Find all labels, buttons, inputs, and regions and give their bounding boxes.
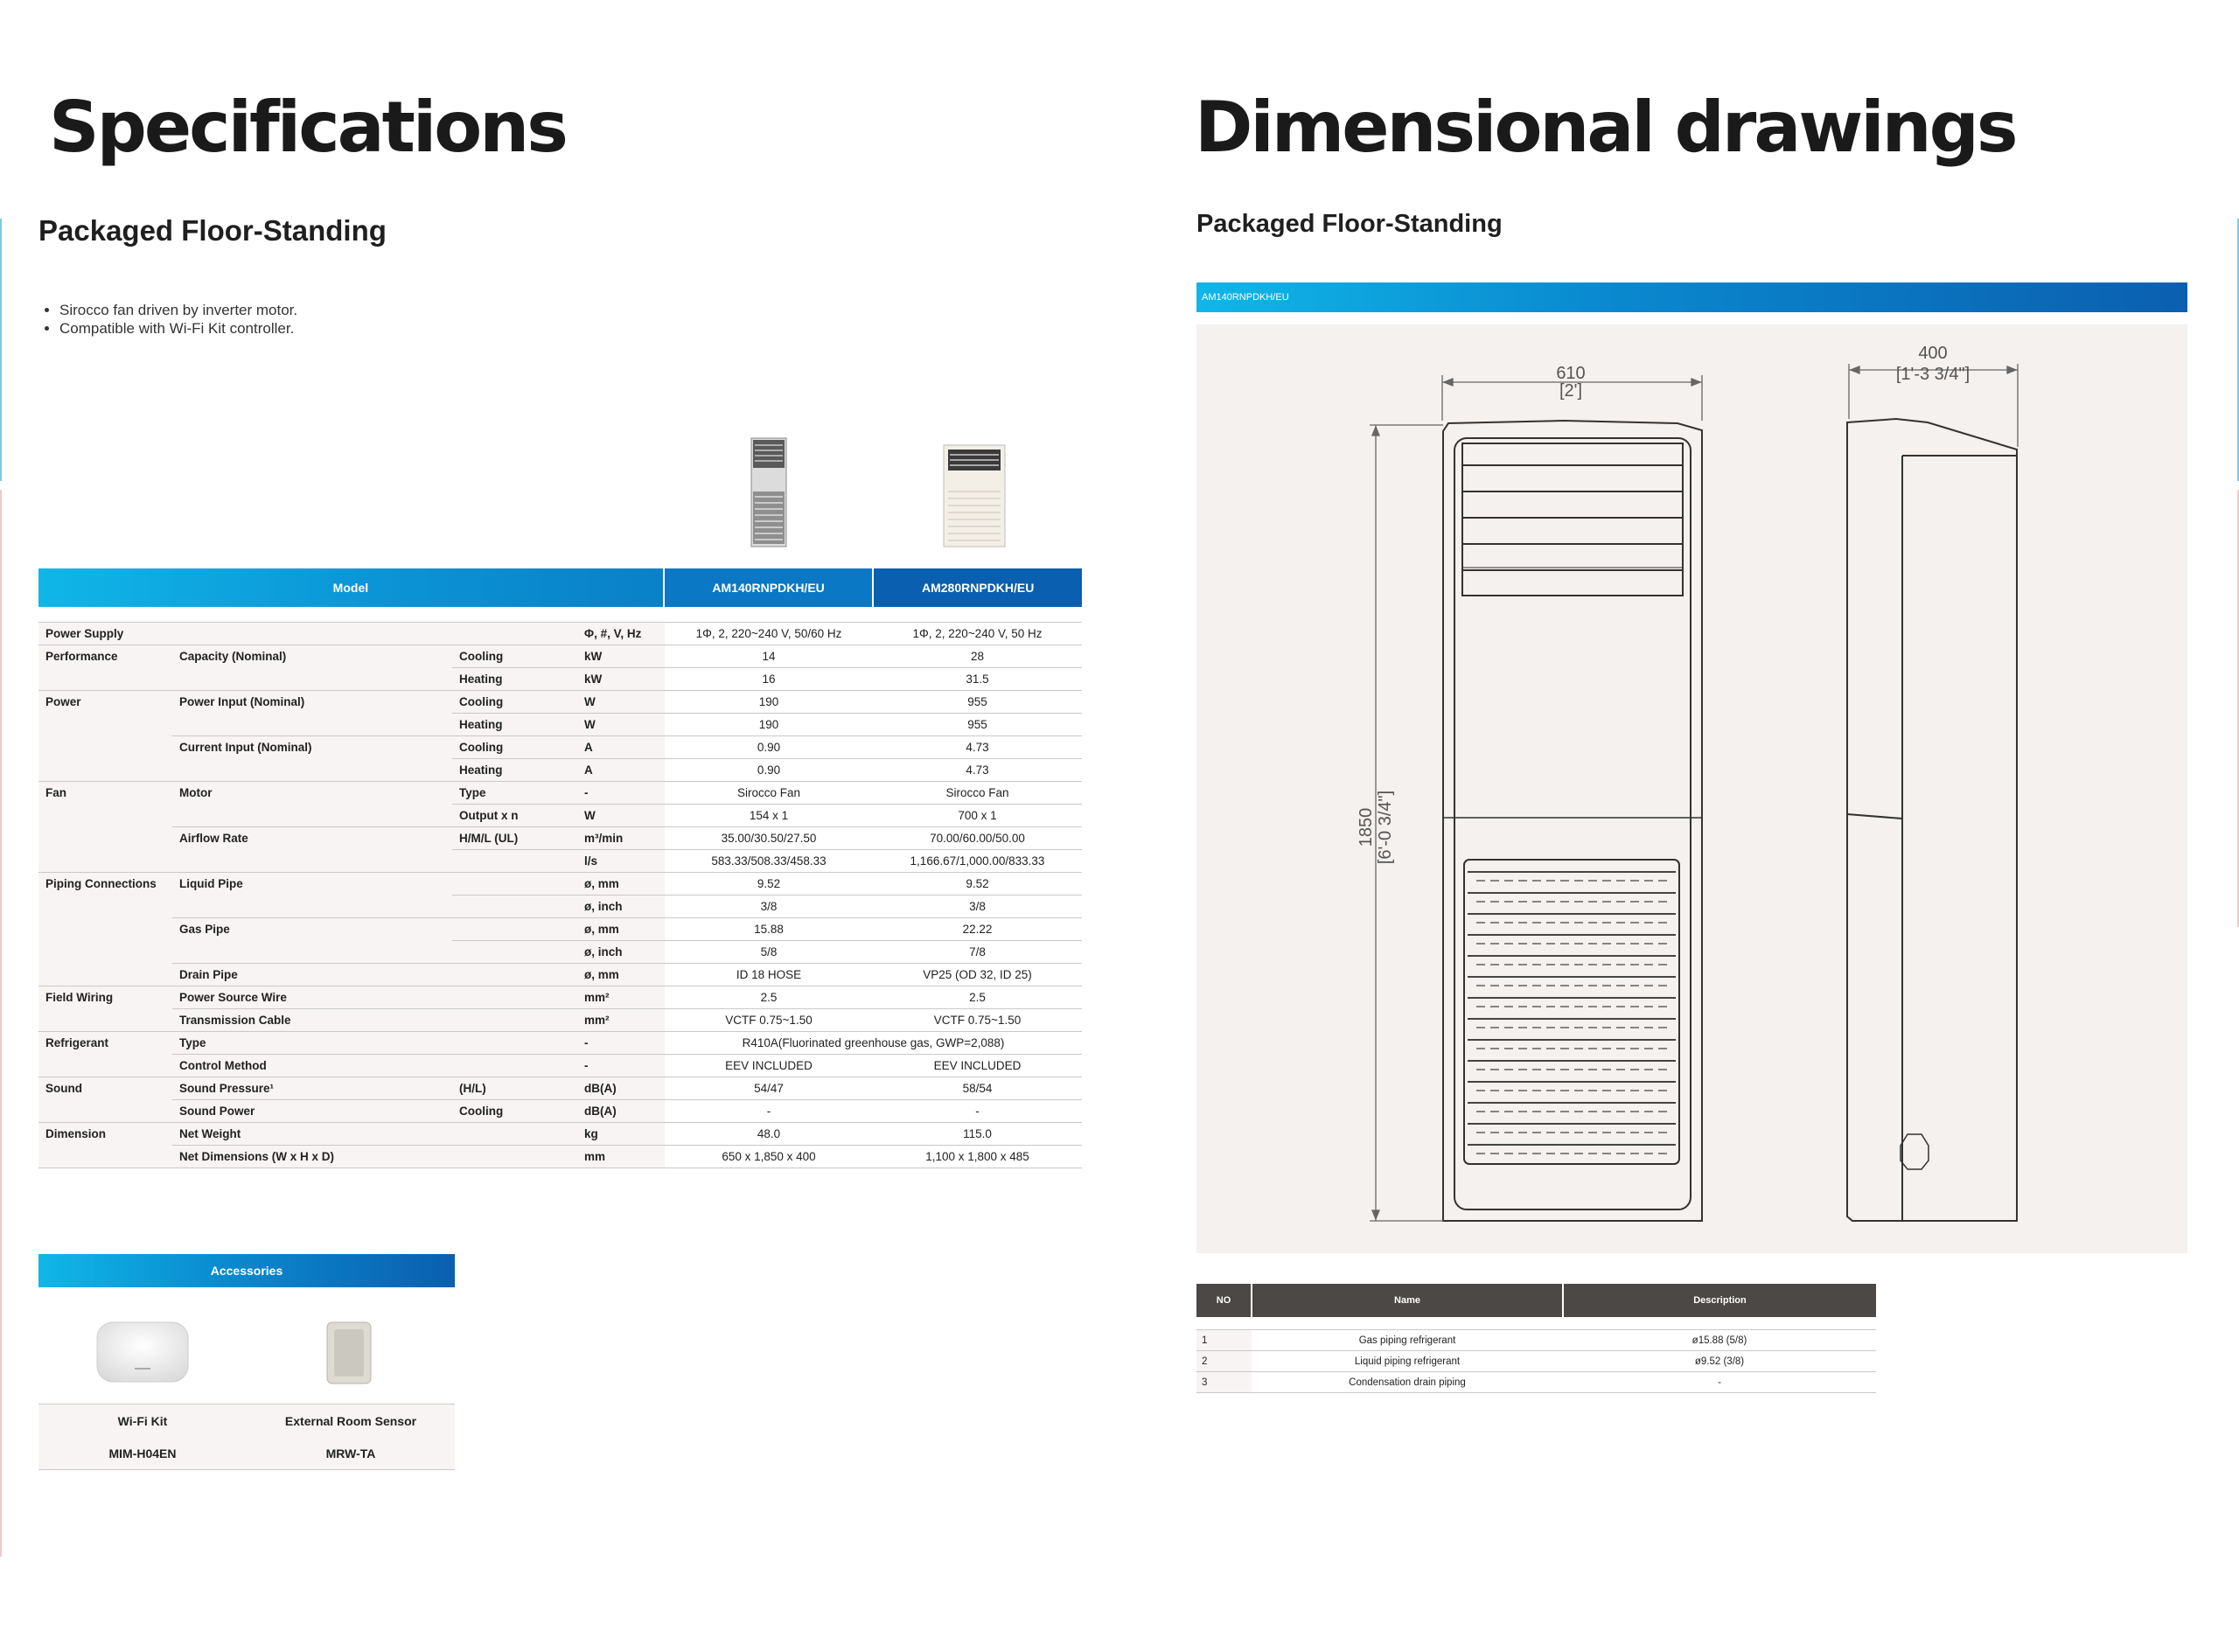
accessory-code: MIM-H04EN bbox=[108, 1446, 177, 1460]
spec-row bbox=[38, 986, 1082, 1009]
spec-group: Field Wiring bbox=[38, 986, 172, 1009]
spec-row bbox=[38, 873, 1082, 896]
drawing-subtitle: Packaged Floor-Standing bbox=[1196, 210, 1503, 238]
feature-item: • Compatible with Wi-Fi Kit controller. bbox=[59, 319, 297, 338]
spec-group bbox=[38, 896, 172, 918]
spec-row bbox=[38, 645, 1082, 668]
spec-unit: ø, inch bbox=[577, 941, 665, 964]
spec-row bbox=[38, 1055, 1082, 1077]
parts-row bbox=[1196, 1330, 1876, 1351]
spec-group bbox=[38, 850, 172, 873]
spec-value-am280: 955 bbox=[873, 714, 1082, 736]
dim-width: 610 bbox=[1556, 364, 1586, 383]
parts-name: Liquid piping refrigerant bbox=[1252, 1351, 1563, 1372]
spec-row bbox=[38, 896, 1082, 918]
spec-value-am280: 1,100 x 1,800 x 485 bbox=[873, 1146, 1082, 1168]
dim-height-in: [6'-0 3/4"] bbox=[1376, 790, 1395, 865]
spec-item: Net Dimensions (W x H x D) bbox=[172, 1146, 452, 1168]
spec-row bbox=[38, 691, 1082, 714]
spec-condition bbox=[452, 623, 577, 645]
spec-group: Fan bbox=[38, 782, 172, 805]
spec-condition: Cooling bbox=[452, 1100, 577, 1123]
spec-condition bbox=[452, 918, 577, 941]
dim-width-in: [2'] bbox=[1559, 381, 1583, 401]
parts-header-name: Name bbox=[1252, 1284, 1563, 1317]
spec-item bbox=[172, 941, 452, 964]
spec-group bbox=[38, 964, 172, 986]
spec-value-am140: 35.00/30.50/27.50 bbox=[665, 827, 873, 850]
wifi-kit-image bbox=[94, 1319, 191, 1385]
spec-row bbox=[38, 1146, 1082, 1168]
spec-value-am140: 0.90 bbox=[665, 736, 873, 759]
spec-row bbox=[38, 1077, 1082, 1100]
spec-value-am280: 1,166.67/1,000.00/833.33 bbox=[873, 850, 1082, 873]
spec-value-am280: 4.73 bbox=[873, 759, 1082, 782]
spec-item bbox=[172, 896, 452, 918]
spec-row bbox=[38, 964, 1082, 986]
spec-group bbox=[38, 1009, 172, 1032]
spec-unit: - bbox=[577, 782, 665, 805]
spec-value-am280: VP25 (OD 32, ID 25) bbox=[873, 964, 1082, 986]
spec-condition: Cooling bbox=[452, 691, 577, 714]
spec-item bbox=[172, 805, 452, 827]
spec-condition bbox=[452, 896, 577, 918]
spec-item bbox=[172, 623, 452, 645]
spec-value-am140: 650 x 1,850 x 400 bbox=[665, 1146, 873, 1168]
spec-row bbox=[38, 1009, 1082, 1032]
unit-drawing bbox=[1196, 324, 2187, 1253]
spec-condition: Cooling bbox=[452, 736, 577, 759]
parts-no: 1 bbox=[1196, 1330, 1252, 1351]
room-sensor-image bbox=[322, 1319, 376, 1387]
spec-group bbox=[38, 1055, 172, 1077]
spec-unit: dB(A) bbox=[577, 1077, 665, 1100]
model-header: Model bbox=[38, 568, 663, 607]
spec-value-am280: 4.73 bbox=[873, 736, 1082, 759]
spec-condition: Heating bbox=[452, 759, 577, 782]
product-image-am280 bbox=[943, 444, 1006, 547]
spec-value-am280: EEV INCLUDED bbox=[873, 1055, 1082, 1077]
spec-item: Sound Pressure¹ bbox=[172, 1077, 452, 1100]
spec-value-am140: 190 bbox=[665, 714, 873, 736]
parts-no: 3 bbox=[1196, 1372, 1252, 1393]
spec-group: Refrigerant bbox=[38, 1032, 172, 1055]
spec-unit: ø, mm bbox=[577, 918, 665, 941]
spec-item: Power Input (Nominal) bbox=[172, 691, 452, 714]
spec-value-am280: 22.22 bbox=[873, 918, 1082, 941]
spec-row bbox=[38, 1123, 1082, 1146]
spec-group bbox=[38, 805, 172, 827]
spec-unit: kg bbox=[577, 1123, 665, 1146]
model-header-am280: AM280RNPDKH/EU bbox=[872, 568, 1082, 607]
spec-group bbox=[38, 941, 172, 964]
feature-list bbox=[38, 301, 297, 338]
spec-item: Sound Power bbox=[172, 1100, 452, 1123]
spec-unit: mm² bbox=[577, 1009, 665, 1032]
spec-row bbox=[38, 714, 1082, 736]
spec-item: Drain Pipe bbox=[172, 964, 452, 986]
parts-no: 2 bbox=[1196, 1351, 1252, 1372]
spec-unit: ø, inch bbox=[577, 896, 665, 918]
accessory-name: Wi-Fi Kit bbox=[117, 1414, 168, 1428]
spec-unit: W bbox=[577, 714, 665, 736]
parts-header-description: Description bbox=[1563, 1284, 1876, 1317]
spec-item: Transmission Cable bbox=[172, 1009, 452, 1032]
spec-unit: W bbox=[577, 691, 665, 714]
spec-group: Performance bbox=[38, 645, 172, 668]
spec-unit: A bbox=[577, 759, 665, 782]
spec-value-am280: 9.52 bbox=[873, 873, 1082, 896]
spec-value-am280: 115.0 bbox=[873, 1123, 1082, 1146]
spec-row bbox=[38, 918, 1082, 941]
spec-group: Dimension bbox=[38, 1123, 172, 1146]
spec-value-am140: 54/47 bbox=[665, 1077, 873, 1100]
spec-value-am140: 0.90 bbox=[665, 759, 873, 782]
dimensional-drawings-title: Dimensional drawings bbox=[1195, 87, 2016, 168]
spec-value-am280: 31.5 bbox=[873, 668, 1082, 691]
spec-unit: W bbox=[577, 805, 665, 827]
accessory-code: MRW-TA bbox=[325, 1446, 376, 1460]
spec-unit: - bbox=[577, 1055, 665, 1077]
spec-group bbox=[38, 668, 172, 691]
spec-unit: l/s bbox=[577, 850, 665, 873]
parts-description: ø9.52 (3/8) bbox=[1563, 1351, 1876, 1372]
spec-group: Sound bbox=[38, 1077, 172, 1100]
accessory-names-row bbox=[38, 1404, 455, 1439]
spec-condition: Heating bbox=[452, 668, 577, 691]
spec-condition bbox=[452, 941, 577, 964]
spec-item: Current Input (Nominal) bbox=[172, 736, 452, 759]
spec-condition: Cooling bbox=[452, 645, 577, 668]
parts-description: - bbox=[1563, 1372, 1876, 1393]
spec-group bbox=[38, 1146, 172, 1168]
spec-unit: ø, mm bbox=[577, 964, 665, 986]
spec-value-am280: 1Φ, 2, 220~240 V, 50 Hz bbox=[873, 623, 1082, 645]
spec-item bbox=[172, 850, 452, 873]
spec-value-am140: 16 bbox=[665, 668, 873, 691]
parts-row bbox=[1196, 1351, 1876, 1372]
spec-condition: Type bbox=[452, 782, 577, 805]
accessories-header: Accessories bbox=[38, 1254, 455, 1287]
parts-description: ø15.88 (5/8) bbox=[1563, 1330, 1876, 1351]
accessory-name: External Room Sensor bbox=[284, 1414, 417, 1428]
edge-mark-left bbox=[0, 219, 2, 481]
spec-row bbox=[38, 1100, 1082, 1123]
spec-value-am140: ID 18 HOSE bbox=[665, 964, 873, 986]
spec-item: Gas Pipe bbox=[172, 918, 452, 941]
spec-value-am140: Sirocco Fan bbox=[665, 782, 873, 805]
spec-value-am280: Sirocco Fan bbox=[873, 782, 1082, 805]
spec-condition: (H/L) bbox=[452, 1077, 577, 1100]
spec-value-am140: 2.5 bbox=[665, 986, 873, 1009]
spec-group bbox=[38, 1100, 172, 1123]
spec-group: Piping Connections bbox=[38, 873, 172, 896]
spec-value-am140: R410A(Fluorinated greenhouse gas, GWP=2,088) bbox=[665, 1032, 1082, 1055]
drawing-model-bar: AM140RNPDKH/EU bbox=[1196, 282, 2187, 312]
spec-item: Airflow Rate bbox=[172, 827, 452, 850]
spec-row bbox=[38, 1032, 1082, 1055]
spec-value-am140: 14 bbox=[665, 645, 873, 668]
spec-group: Power bbox=[38, 691, 172, 714]
parts-name: Condensation drain piping bbox=[1252, 1372, 1563, 1393]
dim-depth-in: [1'-3 3/4"] bbox=[1895, 365, 1970, 384]
product-image-am140 bbox=[750, 437, 787, 547]
spec-value-am140: 9.52 bbox=[665, 873, 873, 896]
spec-condition bbox=[452, 1055, 577, 1077]
spec-condition: Output x n bbox=[452, 805, 577, 827]
spec-group bbox=[38, 714, 172, 736]
spec-item bbox=[172, 759, 452, 782]
spec-value-am280: 955 bbox=[873, 691, 1082, 714]
spec-value-am280: 7/8 bbox=[873, 941, 1082, 964]
spec-condition: H/M/L (UL) bbox=[452, 827, 577, 850]
spec-value-am140: 3/8 bbox=[665, 896, 873, 918]
spec-value-am140: 154 x 1 bbox=[665, 805, 873, 827]
spec-value-am140: 1Φ, 2, 220~240 V, 50/60 Hz bbox=[665, 623, 873, 645]
dim-height: 1850 bbox=[1357, 807, 1376, 847]
parts-name: Gas piping refrigerant bbox=[1252, 1330, 1563, 1351]
spec-group bbox=[38, 759, 172, 782]
spec-value-am280: 700 x 1 bbox=[873, 805, 1082, 827]
spec-item: Capacity (Nominal) bbox=[172, 645, 452, 668]
spec-item: Motor bbox=[172, 782, 452, 805]
spec-item bbox=[172, 714, 452, 736]
spec-row bbox=[38, 805, 1082, 827]
spec-condition bbox=[452, 964, 577, 986]
accessory-codes-row bbox=[38, 1438, 455, 1470]
specifications-title: Specifications bbox=[49, 87, 566, 168]
spec-row bbox=[38, 623, 1082, 645]
spec-item: Control Method bbox=[172, 1055, 452, 1077]
spec-row bbox=[38, 759, 1082, 782]
spec-condition bbox=[452, 873, 577, 896]
spec-condition bbox=[452, 1009, 577, 1032]
spec-table bbox=[38, 622, 1082, 1168]
spec-condition: Heating bbox=[452, 714, 577, 736]
parts-table bbox=[1196, 1284, 1876, 1393]
spec-row bbox=[38, 827, 1082, 850]
spec-value-am280: 2.5 bbox=[873, 986, 1082, 1009]
spec-row bbox=[38, 850, 1082, 873]
dim-depth: 400 bbox=[1918, 344, 1948, 363]
spec-value-am280: 3/8 bbox=[873, 896, 1082, 918]
spec-item: Power Source Wire bbox=[172, 986, 452, 1009]
drawing-panel bbox=[1196, 324, 2187, 1253]
spec-unit: ø, mm bbox=[577, 873, 665, 896]
spec-item bbox=[172, 668, 452, 691]
spec-value-am280: 28 bbox=[873, 645, 1082, 668]
spec-value-am140: VCTF 0.75~1.50 bbox=[665, 1009, 873, 1032]
edge-mark-left-lower bbox=[0, 490, 2, 1557]
spec-unit: mm² bbox=[577, 986, 665, 1009]
parts-row bbox=[1196, 1372, 1876, 1393]
spec-value-am140: 583.33/508.33/458.33 bbox=[665, 850, 873, 873]
spec-item: Net Weight bbox=[172, 1123, 452, 1146]
parts-header-no: NO bbox=[1196, 1284, 1252, 1317]
spec-unit: Φ, #, V, Hz bbox=[577, 623, 665, 645]
spec-row bbox=[38, 941, 1082, 964]
spec-value-am140: 5/8 bbox=[665, 941, 873, 964]
spec-unit: mm bbox=[577, 1146, 665, 1168]
spec-table-header bbox=[38, 568, 1082, 607]
spec-condition bbox=[452, 1123, 577, 1146]
spec-unit: dB(A) bbox=[577, 1100, 665, 1123]
spec-group bbox=[38, 736, 172, 759]
spec-row bbox=[38, 782, 1082, 805]
spec-value-am280: - bbox=[873, 1100, 1082, 1123]
spec-row bbox=[38, 668, 1082, 691]
spec-unit: kW bbox=[577, 645, 665, 668]
spec-item: Liquid Pipe bbox=[172, 873, 452, 896]
feature-item: • Sirocco fan driven by inverter motor. bbox=[59, 301, 297, 319]
spec-group: Power Supply bbox=[38, 623, 172, 645]
spec-group bbox=[38, 918, 172, 941]
spec-subtitle: Packaged Floor-Standing bbox=[38, 214, 387, 247]
spec-condition bbox=[452, 1032, 577, 1055]
spec-unit: - bbox=[577, 1032, 665, 1055]
spec-value-am280: 58/54 bbox=[873, 1077, 1082, 1100]
spec-unit: A bbox=[577, 736, 665, 759]
spec-value-am280: VCTF 0.75~1.50 bbox=[873, 1009, 1082, 1032]
spec-value-am140: 190 bbox=[665, 691, 873, 714]
spec-group bbox=[38, 827, 172, 850]
spec-item: Type bbox=[172, 1032, 452, 1055]
spec-value-am140: 48.0 bbox=[665, 1123, 873, 1146]
spec-row bbox=[38, 736, 1082, 759]
spec-value-am140: EEV INCLUDED bbox=[665, 1055, 873, 1077]
spec-value-am280: 70.00/60.00/50.00 bbox=[873, 827, 1082, 850]
spec-value-am140: - bbox=[665, 1100, 873, 1123]
spec-unit: kW bbox=[577, 668, 665, 691]
spec-condition bbox=[452, 1146, 577, 1168]
spec-unit: m³/min bbox=[577, 827, 665, 850]
spec-condition bbox=[452, 986, 577, 1009]
model-header-am140: AM140RNPDKH/EU bbox=[665, 568, 873, 607]
spec-value-am140: 15.88 bbox=[665, 918, 873, 941]
spec-condition bbox=[452, 850, 577, 873]
